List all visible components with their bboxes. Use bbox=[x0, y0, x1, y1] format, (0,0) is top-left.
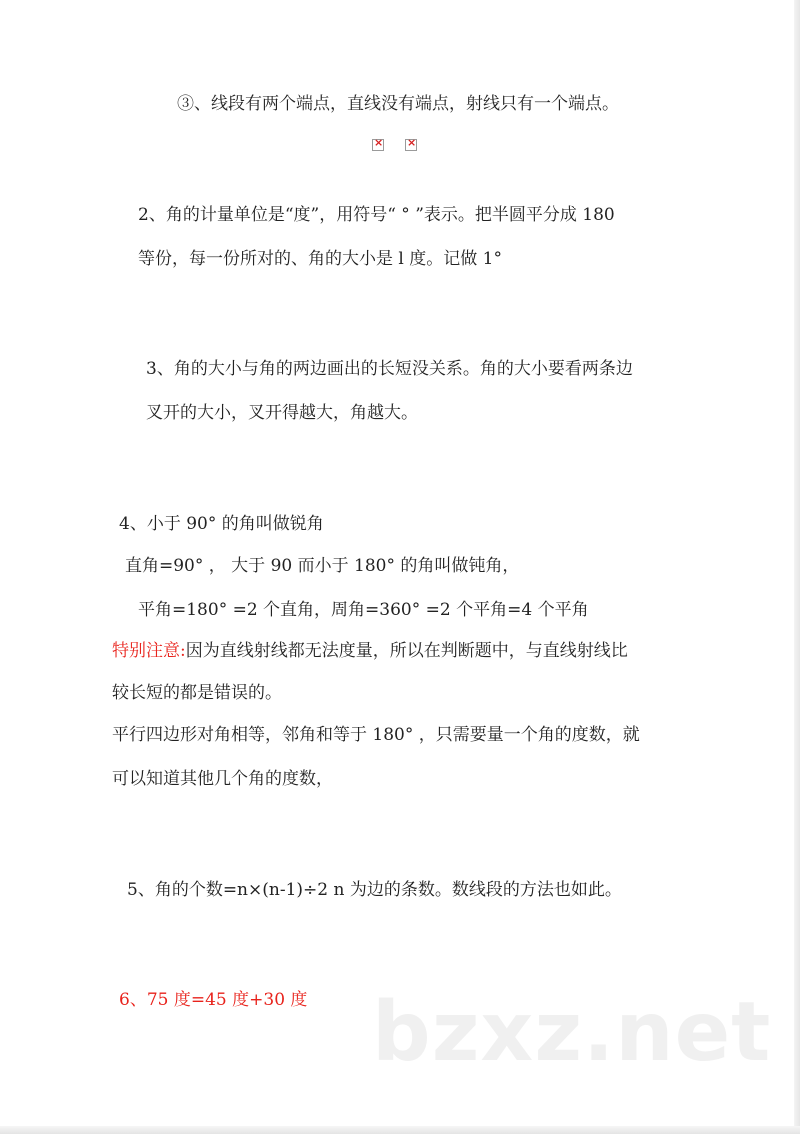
parallelogram-line-1: 平行四边形对角相等，邻角和等于 180° ，只需要量一个角的度数，就 bbox=[112, 725, 640, 745]
right-obtuse-angle-line: 直角=90° ， 大于 90 而小于 180° 的角叫做钝角， bbox=[125, 556, 520, 576]
straight-full-angle-line: 平角=180° =2 个直角，周角=360° =2 个平角=4 个平角 bbox=[138, 600, 589, 620]
broken-image-icon bbox=[372, 139, 384, 151]
angle-unit-line-1: 2、角的计量单位是“度”，用符号“ ° ”表示。把半圆平分成 180 bbox=[138, 205, 615, 225]
angle-size-line-1: 3、角的大小与角的两边画出的长短没关系。角的大小要看两条边 bbox=[146, 359, 633, 379]
page-edge-right bbox=[794, 0, 800, 1134]
site-watermark: bzxz.net bbox=[372, 985, 772, 1080]
angle-size-line-2: 叉开的大小，叉开得越大，角越大。 bbox=[146, 403, 418, 423]
degree-sum-line: 6、75 度=45 度+30 度 bbox=[119, 990, 308, 1010]
acute-angle-line: 4、小于 90° 的角叫做锐角 bbox=[119, 514, 324, 534]
angle-count-formula-line: 5、角的个数=n×(n-1)÷2 n 为边的条数。数线段的方法也如此。 bbox=[127, 880, 622, 900]
line-segment-endpoints: ③、线段有两个端点，直线没有端点，射线只有一个端点。 bbox=[177, 94, 619, 114]
special-note-label: 特别注意: bbox=[112, 641, 186, 661]
parallelogram-line-2: 可以知道其他几个角的度数， bbox=[112, 769, 333, 789]
special-note-text: 因为直线射线都无法度量，所以在判断题中，与直线射线比 bbox=[185, 641, 628, 661]
angle-unit-line-2: 等份，每一份所对的、角的大小是 l 度。记做 1° bbox=[138, 249, 502, 269]
broken-image-icon bbox=[405, 139, 417, 151]
special-note-line-1 bbox=[112, 640, 628, 662]
special-note-line-2: 较长短的都是错误的。 bbox=[112, 683, 282, 703]
page-edge-bottom bbox=[0, 1126, 800, 1134]
